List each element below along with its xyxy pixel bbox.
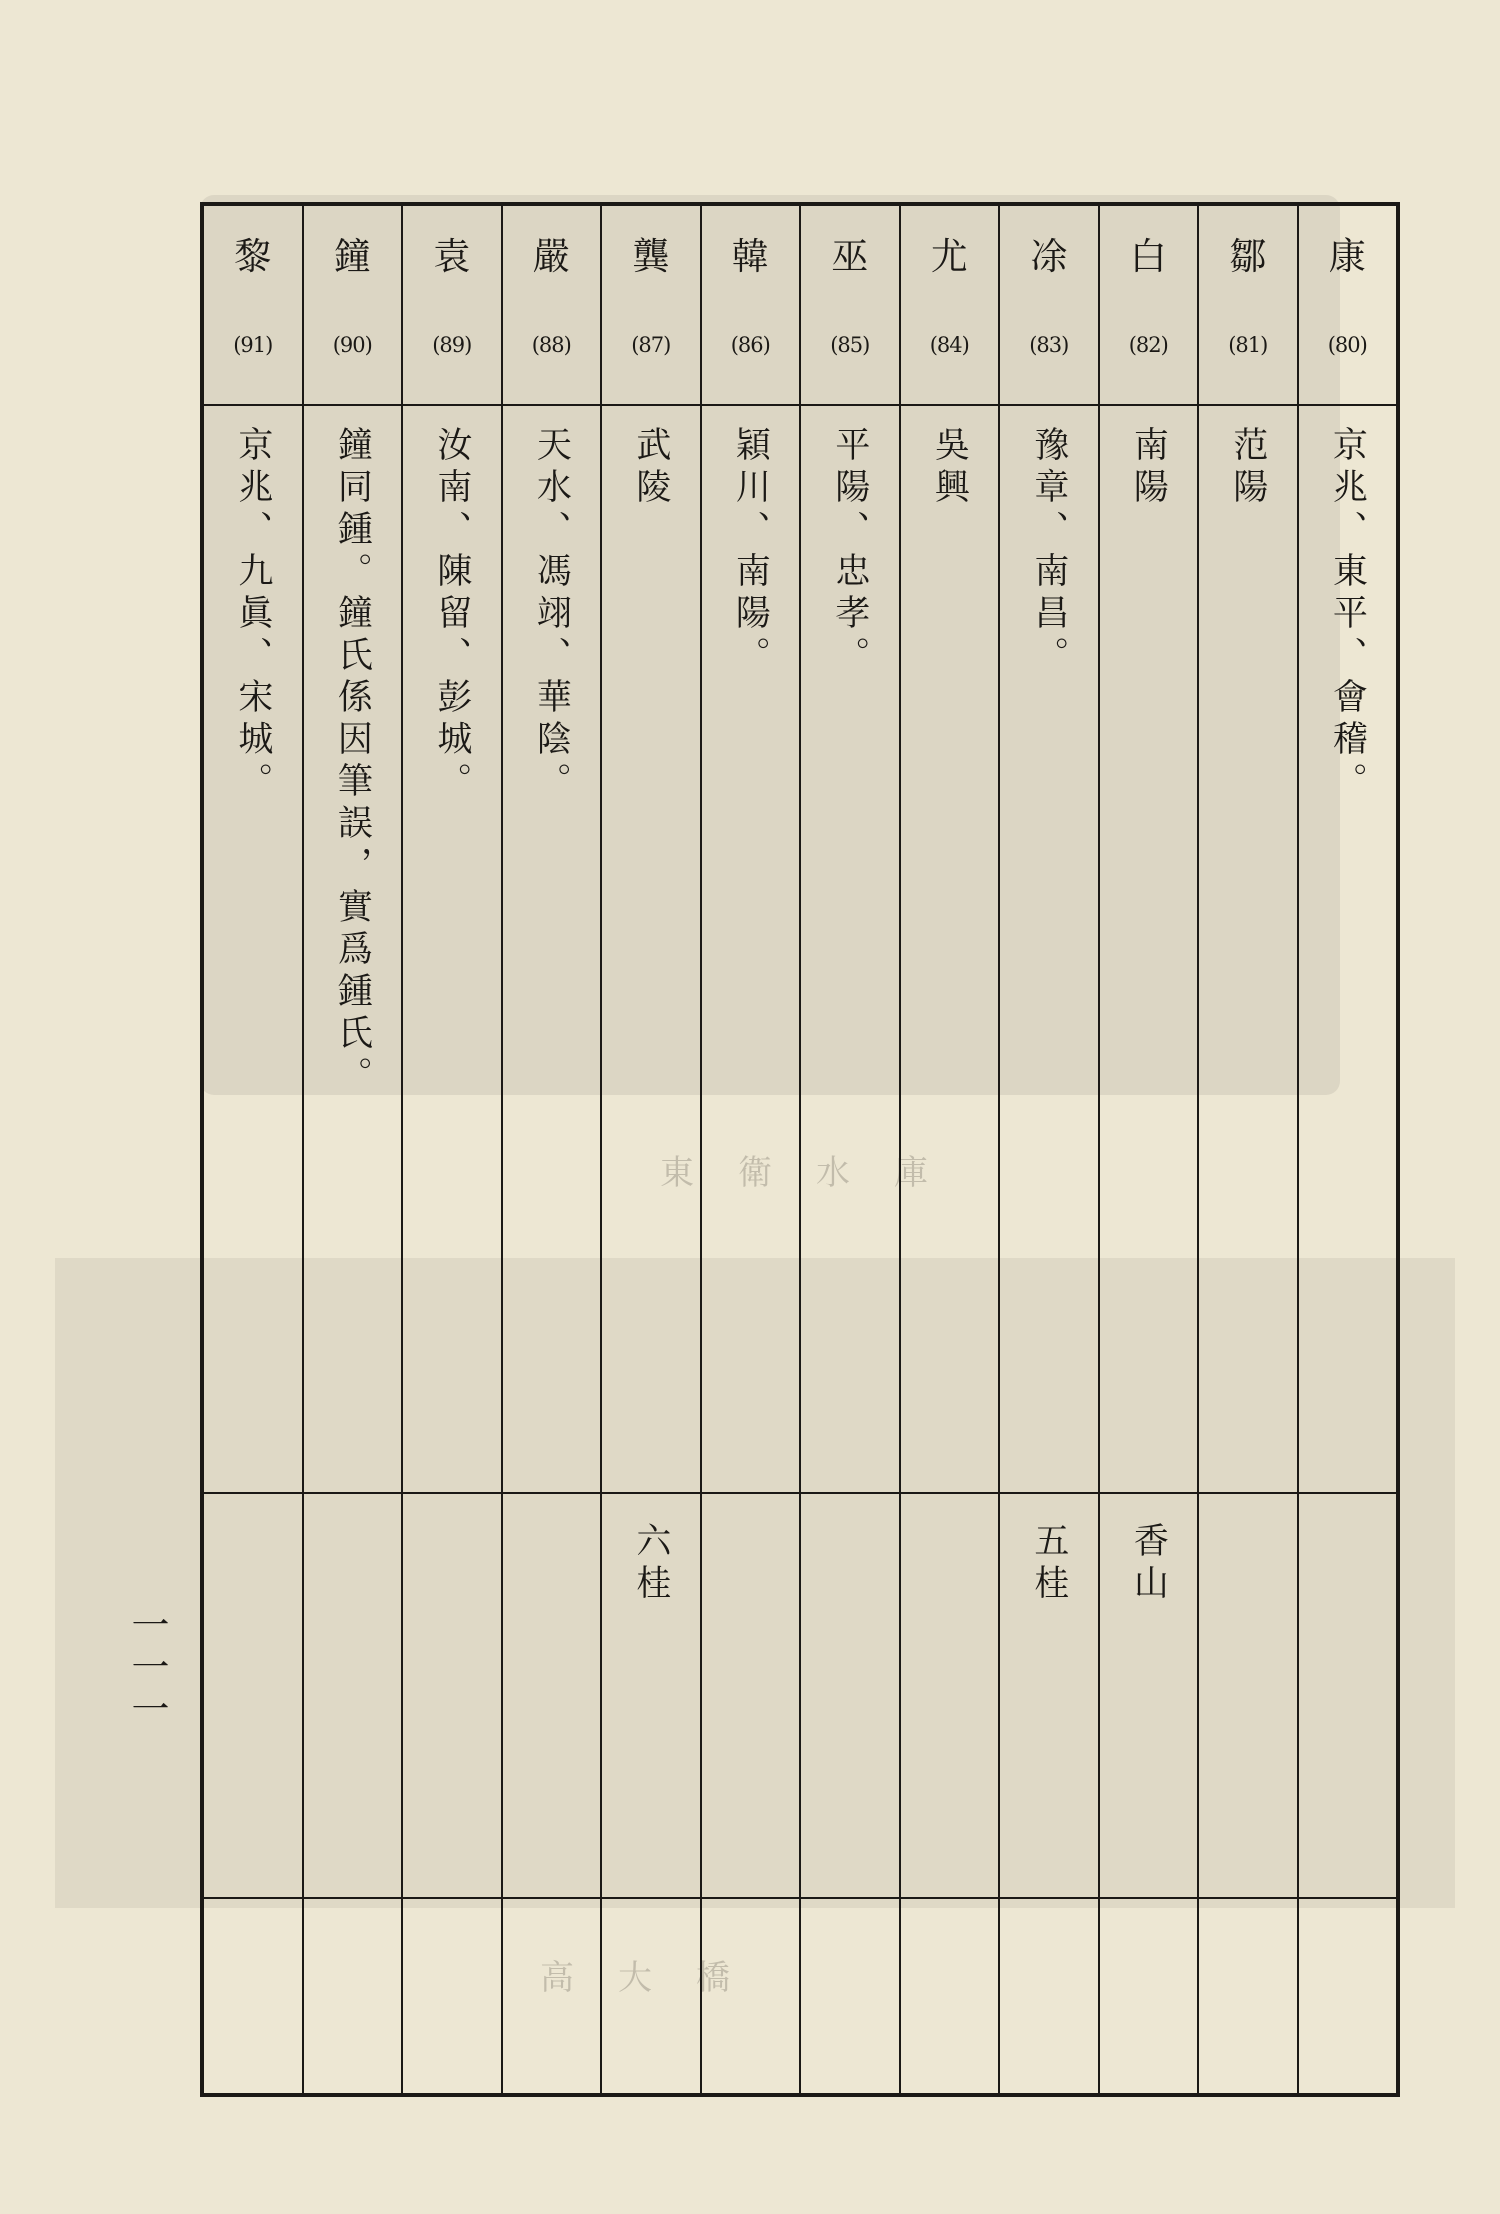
entry-column-82 [1098,206,1198,2093]
entry-number: (89) [432,333,472,357]
entry-number: (87) [631,333,671,357]
blank-cell [1000,1899,1098,2093]
note-cell [304,1494,402,1899]
surname-register-table [200,202,1400,2097]
entry-number: (88) [531,333,571,357]
entry-header [304,206,402,406]
entry-number: (90) [332,333,372,357]
surname: 康 [1328,235,1366,278]
origins-cell [801,406,899,1494]
surname: 韓 [731,235,769,278]
blank-cell [403,1899,501,2093]
note-cell [901,1494,999,1899]
note-cell [1299,1494,1397,1899]
entry-header [602,206,700,406]
origins-cell [1199,406,1297,1494]
note-cell [503,1494,601,1899]
note-cell [1100,1494,1198,1899]
origins-text: 武陵 [630,426,671,510]
entry-column-80 [1297,206,1397,2093]
surname: 尤 [930,235,968,278]
entry-column-86 [700,206,800,2093]
surname: 鄒 [1229,235,1267,278]
blank-cell [702,1899,800,2093]
entry-column-87 [600,206,700,2093]
surname: 黎 [234,235,272,278]
entry-column-89 [401,206,501,2093]
origins-text: 穎川、南陽。 [730,426,771,678]
blank-cell [204,1899,302,2093]
surname: 巫 [831,235,869,278]
origins-text: 豫章、南昌。 [1028,426,1069,678]
note-cell [801,1494,899,1899]
blank-cell [602,1899,700,2093]
origins-text: 京兆、東平、會稽。 [1327,426,1368,804]
origins-cell [304,406,402,1494]
entry-column-91 [204,206,302,2093]
bleed-through-text-bottom: 高大橋 [540,1958,774,1998]
entry-number: (91) [233,333,273,357]
origins-cell [403,406,501,1494]
note-cell [702,1494,800,1899]
entry-header [1199,206,1297,406]
note-cell [403,1494,501,1899]
entry-header [403,206,501,406]
blank-cell [503,1899,601,2093]
entry-column-85 [799,206,899,2093]
entry-header [1299,206,1397,406]
blank-cell [801,1899,899,2093]
origins-text: 南陽 [1128,426,1169,510]
entry-number: (84) [929,333,969,357]
note-text: 五桂 [1028,1522,1069,1606]
blank-cell [304,1899,402,2093]
origins-cell [1100,406,1198,1494]
note-text: 六桂 [630,1522,671,1606]
entry-column-83 [998,206,1098,2093]
origins-text: 范陽 [1227,426,1268,510]
blank-cell [901,1899,999,2093]
origins-text: 汝南、陳留、彭城。 [431,426,472,804]
origins-cell [204,406,302,1494]
entry-header [503,206,601,406]
surname: 凃 [1030,235,1068,278]
note-text: 香山 [1128,1522,1169,1606]
entry-header [1100,206,1198,406]
entry-number: (85) [830,333,870,357]
surname: 袁 [433,235,471,278]
bleed-through-text-top: 東衛水庫 [660,1153,972,1193]
entry-header [702,206,800,406]
entry-number: (81) [1228,333,1268,357]
entry-column-84 [899,206,999,2093]
blank-cell [1100,1899,1198,2093]
origins-text: 鐘同鍾。鐘氏係因筆誤，實爲鍾氏。 [332,426,373,1098]
blank-cell [1299,1899,1397,2093]
entry-header [1000,206,1098,406]
origins-cell [1000,406,1098,1494]
entry-header [801,206,899,406]
entry-header [901,206,999,406]
entry-header [204,206,302,406]
surname: 龔 [632,235,670,278]
note-cell [1000,1494,1098,1899]
entry-number: (80) [1327,333,1367,357]
entry-number: (82) [1128,333,1168,357]
surname: 白 [1129,235,1167,278]
entry-number: (86) [730,333,770,357]
origins-text: 京兆、九眞、宋城。 [232,426,273,804]
origins-text: 吳興 [929,426,970,510]
entry-column-81 [1197,206,1297,2093]
origins-cell [702,406,800,1494]
blank-cell [1199,1899,1297,2093]
note-cell [1199,1494,1297,1899]
origins-cell [503,406,601,1494]
origins-cell [1299,406,1397,1494]
origins-text: 平陽、忠孝。 [829,426,870,678]
origins-text: 天水、馮翊、華陰。 [531,426,572,804]
note-cell [602,1494,700,1899]
entry-column-90 [302,206,402,2093]
surname: 嚴 [532,235,570,278]
surname: 鐘 [333,235,371,278]
note-cell [204,1494,302,1899]
entry-number: (83) [1029,333,1069,357]
page-number: 一一一 [125,1605,169,1731]
origins-cell [901,406,999,1494]
origins-cell [602,406,700,1494]
entry-column-88 [501,206,601,2093]
